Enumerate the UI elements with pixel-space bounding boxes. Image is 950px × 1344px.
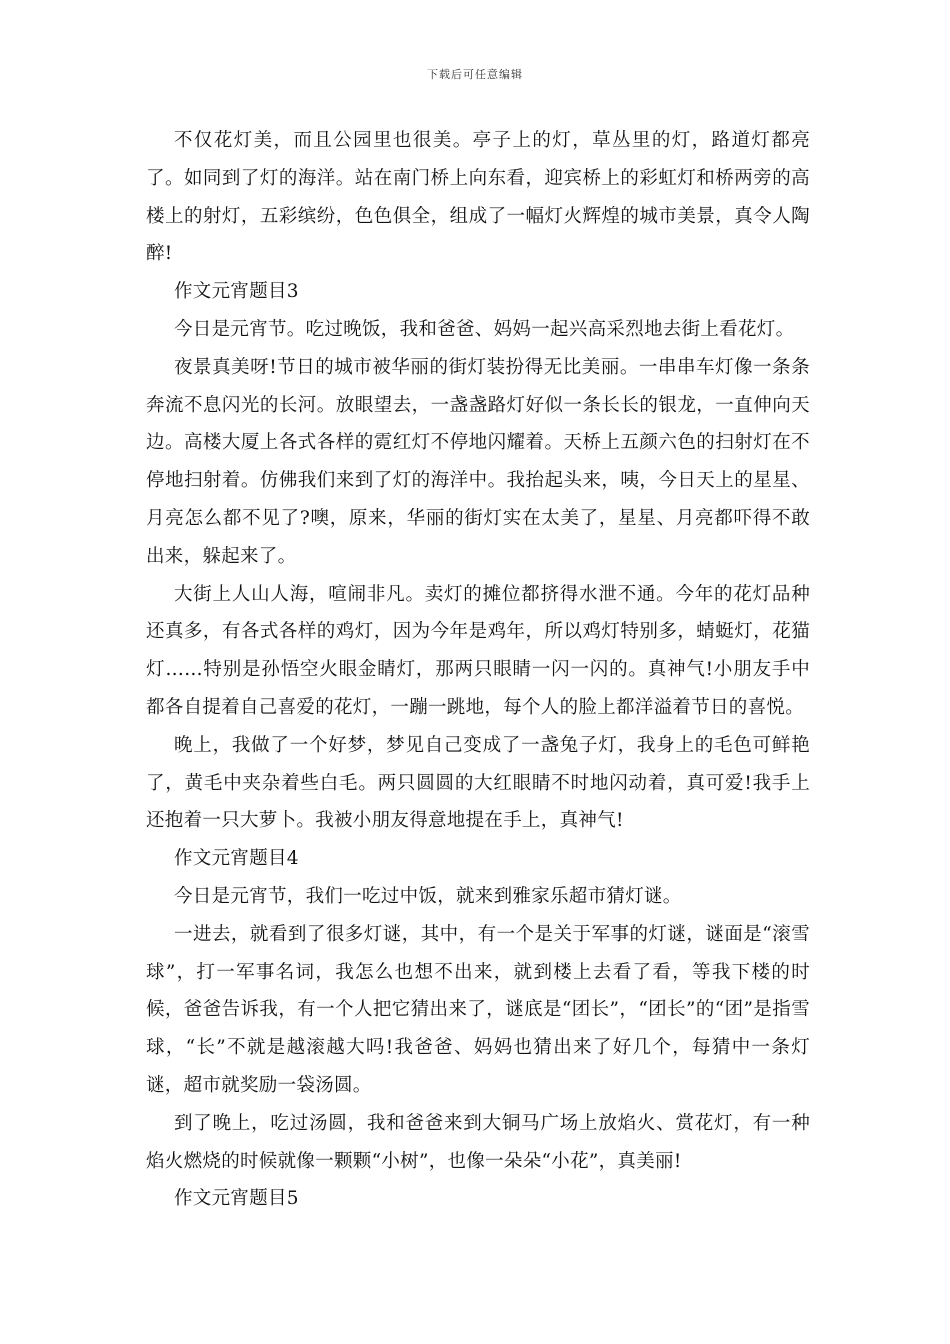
paragraph: 今日是元宵节，我们一吃过中饭，就来到雅家乐超市猜灯谜。 (174, 885, 682, 907)
section-heading: 作文元宵题目5 (174, 1188, 299, 1210)
document-body (146, 122, 810, 1218)
paragraph: 大街上人山人海，喧闹非凡。卖灯的摊位都挤得水泄不通。今年的花灯品种还真多，有各式各样的鸡灯，因为今年是鸡年，所以鸡灯特别多，蜻蜓灯，花猫灯……特别是孙悟空火眼金睛灯，那两只眼睛一闪一闪的。真神气!小朋友手中都各自提着自己喜爱的花灯，一蹦一跳地，每个人的脸上都洋溢着节日的喜悦。 (146, 583, 810, 718)
section-heading: 作文元宵题目4 (174, 848, 299, 870)
section-heading: 作文元宵题目3 (174, 281, 299, 303)
paragraph: 到了晚上，吃过汤圆，我和爸爸来到大铜马广场上放焰火、赏花灯，有一种焰火燃烧的时候就像一颗颗“小树”，也像一朵朵“小花”，真美丽! (146, 1112, 810, 1172)
paragraph: 不仅花灯美，而且公园里也很美。亭子上的灯，草丛里的灯，路道灯都亮了。如同到了灯的海洋。站在南门桥上向东看，迎宾桥上的彩虹灯和桥两旁的高楼上的射灯，五彩缤纷，色色俱全，组成了一幅灯火辉煌的城市美景，真令人陶醉! (146, 130, 810, 265)
paragraph: 一进去，就看到了很多灯谜，其中，有一个是关于军事的灯谜，谜面是“滚雪球”，打一军事名词，我怎么也想不出来，就到楼上去看了看，等我下楼的时候，爸爸告诉我，有一个人把它猜出来了，谜底是“团长”，“团长”的“团”是指雪球，“长”不就是越滚越大吗!我爸爸、妈妈也猜出来了好几个，每猜中一条灯谜，超市就奖励一袋汤圆。 (146, 923, 810, 1096)
paragraph: 夜景真美呀!节日的城市被华丽的街灯装扮得无比美丽。一串串车灯像一条条奔流不息闪光的长河。放眼望去，一盏盏路灯好似一条长长的银龙，一直伸向天边。高楼大厦上各式各样的霓红灯不停地闪耀着。天桥上五颜六色的扫射灯在不停地扫射着。仿佛我们来到了灯的海洋中。我抬起头来，咦，今日天上的星星、月亮怎么都不见了?噢，原来，华丽的街灯实在太美了，星星、月亮都吓得不敢出来，躲起来了。 (146, 356, 810, 567)
paragraph: 晚上，我做了一个好梦，梦见自己变成了一盏兔子灯，我身上的毛色可鲜艳了，黄毛中夹杂着些白毛。两只圆圆的大红眼睛不时地闪动着，真可爱!我手上还抱着一只大萝卜。我被小朋友得意地提在手上，真神气! (146, 734, 810, 832)
paragraph: 今日是元宵节。吃过晚饭，我和爸爸、妈妈一起兴高采烈地去街上看花灯。 (174, 318, 795, 340)
page-header: 下载后可任意编辑 (427, 68, 523, 81)
